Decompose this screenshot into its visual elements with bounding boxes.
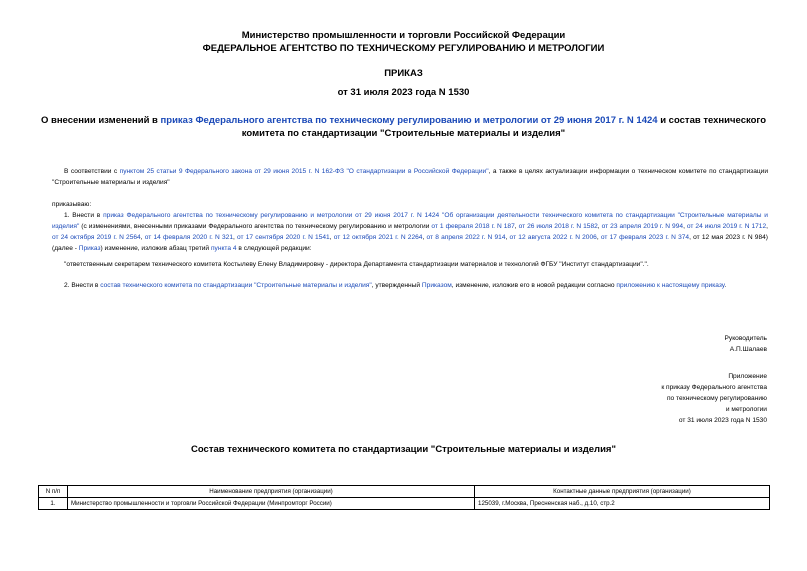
item1-text: , от 12 мая 2023 г. N 984) (далее -: [52, 234, 768, 252]
appendix-line: к приказу Федерального агентства: [661, 384, 767, 391]
link-amend-2564[interactable]: от 24 октября 2019 г. N 2564: [52, 234, 141, 241]
document-title: [30, 114, 777, 140]
table-header-row: [39, 486, 770, 498]
item1-sep: ,: [683, 223, 687, 230]
appendix-line: и метрологии: [725, 406, 767, 413]
item2-text: , утвержденный: [371, 282, 422, 289]
composition-table: [38, 485, 770, 510]
appendix-block: [661, 371, 767, 426]
intro-text-end: , а также в целях актуализации информации о техническом комитете по стандартизации "Строительные материалы и изделия": [52, 168, 769, 186]
table-cell-number: 1.: [39, 498, 68, 510]
title-link-order-1424[interactable]: приказ Федерального агентства по техническому регулированию и метрологии от 29 июня 2017 г. N 1424: [160, 115, 658, 126]
link-amend-321[interactable]: от 14 февраля 2020 г. N 321: [144, 234, 233, 241]
table-row: [39, 498, 770, 510]
intro-paragraph: [52, 166, 768, 188]
appendix-line: Приложение: [728, 373, 767, 380]
link-amend-994[interactable]: от 23 апреля 2019 г. N 994: [601, 223, 684, 230]
item1-sep: ,: [329, 234, 334, 241]
item1-sep: ,: [505, 234, 510, 241]
item1-sep: ,: [596, 234, 601, 241]
signature-role: Руководитель: [724, 335, 767, 342]
table-header-name: Наименование предприятия (организации): [68, 486, 475, 498]
table-cell-name: Министерство промышленности и торговли Российской Федерации (Минпромторг России): [68, 498, 475, 510]
title-text-end: и состав технического комитета по стандартизации "Строительные материалы и изделия": [241, 115, 767, 139]
item-2-paragraph: [52, 280, 768, 291]
signature-block: [725, 333, 767, 355]
agency-name: ФЕДЕРАЛЬНОЕ АГЕНТСТВО ПО ТЕХНИЧЕСКОМУ РЕГУЛИРОВАНИЮ И МЕТРОЛОГИИ: [202, 43, 605, 54]
intro-text: В соответствии с: [64, 168, 120, 175]
table-header-contacts: Контактные данные предприятия (организации): [475, 486, 770, 498]
appendix-line: от 31 июля 2023 года N 1530: [678, 417, 767, 424]
item1-sep: ,: [766, 223, 768, 230]
item1-sep: ,: [422, 234, 427, 241]
link-appendix[interactable]: приложению к настоящему приказу: [616, 282, 725, 289]
doc-type: ПРИКАЗ: [384, 68, 423, 79]
item1-text-end: в следующей редакции:: [236, 245, 312, 252]
item1-sep: ,: [233, 234, 238, 241]
ministry-name: Министерство промышленности и торговли Российской Федерации: [241, 30, 566, 41]
link-prikaz[interactable]: Приказ: [78, 245, 101, 252]
item2-text-end: .: [724, 282, 727, 289]
composition-title: Состав технического комитета по стандартизации "Строительные материалы и изделия": [191, 444, 616, 455]
link-punkt-4[interactable]: пункта 4: [210, 245, 237, 252]
link-amend-914[interactable]: от 8 апреля 2022 г. N 914: [426, 234, 506, 241]
title-text: О внесении изменений в: [40, 115, 161, 126]
link-amend-187[interactable]: от 1 февраля 2018 г. N 187: [431, 223, 515, 230]
link-amend-374[interactable]: от 17 февраля 2023 г. N 374: [600, 234, 690, 241]
orders-word: приказываю:: [52, 201, 92, 208]
item1-text: ) изменение, изложив абзац третий: [100, 245, 211, 252]
link-amend-2264[interactable]: от 12 октября 2021 г. N 2264: [333, 234, 423, 241]
item1-text: 1. Внести в: [64, 212, 104, 219]
table-cell-contacts: 125039, г.Москва, Пресненская наб., д.10, стр.2: [475, 498, 770, 510]
item1-text: (с изменениями, внесенными приказами Федерального агентства по техническому регулированию и метрологии: [79, 223, 432, 230]
item1-sep: ,: [597, 223, 602, 230]
link-amend-1541[interactable]: от 17 сентября 2020 г. N 1541: [237, 234, 330, 241]
link-order-1424-full[interactable]: приказ Федерального агентства по техническому регулированию и метрологии от 29 июня 2017 г. N 1424 "Об организации деятельности технического комитета по стандартизации "Строительные материалы и изделия": [52, 212, 768, 230]
item-1-paragraph: [52, 210, 768, 254]
link-amend-1712[interactable]: от 24 июля 2019 г. N 1712: [686, 223, 767, 230]
link-amend-1582[interactable]: от 26 июля 2018 г. N 1582: [518, 223, 598, 230]
quote-paragraph: "ответственным секретарем технического комитета Костылеву Елену Владимировну - директора Департамента стандартизации материалов и технологий ФГБУ "Институт стандартизации".".: [64, 261, 649, 268]
link-committee-composition[interactable]: состав технического комитета по стандартизации "Строительные материалы и изделия": [100, 282, 372, 289]
table-header-number: N п/п: [39, 486, 68, 498]
appendix-line: по техническому регулированию: [666, 395, 767, 402]
item1-sep: ,: [140, 234, 145, 241]
doc-date-number: от 31 июля 2023 года N 1530: [337, 87, 470, 98]
link-law-162fz[interactable]: пунктом 25 статьи 9 Федерального закона от 29 июня 2015 г. N 162-ФЗ "О стандартизации в Российской Федерации": [119, 168, 489, 175]
item1-sep: ,: [514, 223, 519, 230]
signature-name: А.П.Шалаев: [729, 346, 767, 353]
item2-text: 2. Внести в: [64, 282, 101, 289]
item2-text: , изменение, изложив его в новой редакции согласно: [451, 282, 617, 289]
link-prikazom[interactable]: Приказом: [421, 282, 452, 289]
link-amend-2006[interactable]: от 12 августа 2022 г. N 2006: [509, 234, 597, 241]
